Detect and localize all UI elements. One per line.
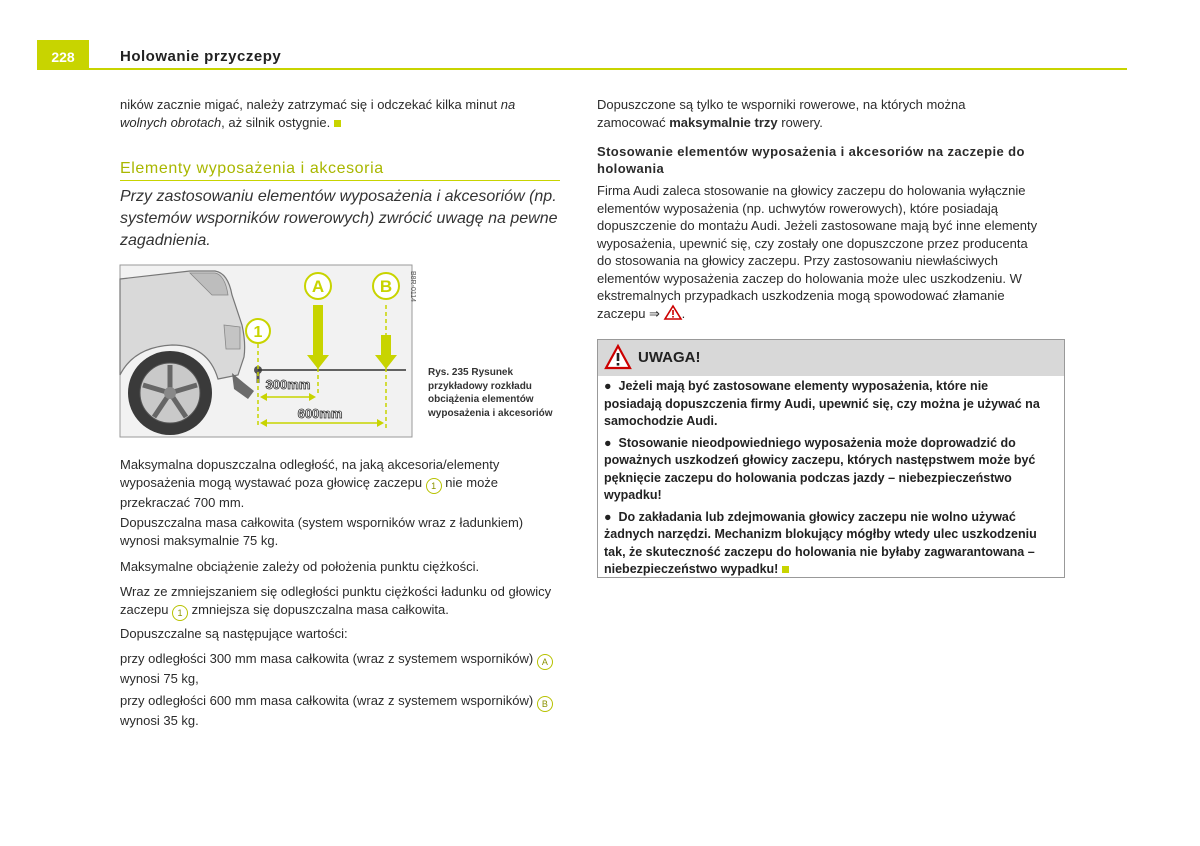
subsection-heading: Stosowanie elementów wyposażenia i akcesoriów na zaczepie do holowania [597,144,1025,176]
circle-b-icon: B [537,696,553,712]
label-b: B [379,277,393,296]
warning-title: UWAGA! [638,349,701,366]
paragraph-audi-recommendation: Firma Audi zaleca stosowanie na głowicy zaczepu do holowania wyłącznie elementów wyposażenia (np. uchwytów rowerowych), które posiadają dopuszczenie do montażu Audi. Jeżeli zastosowane mają być inne elementy wyposażenia, upewnić się, czy zostały one dopuszczone przez producenta do stosowania na głowicy zaczepu. Przy zastosowaniu niewłaściwych elementów wyposażenia zaczep do holowania może ulec uszkodzeniu. W ekstremalnych przypadkach uszkodzenia mogą spowodować złamanie zaczepu ⇒ . [597,183,1038,321]
paragraph-300mm: przy odległości 300 mm masa całkowita (wraz z systemem wsporników) A wynosi 75 kg, [120,650,560,688]
bullet-icon: ● [604,435,612,450]
warning-box [597,339,1065,578]
section-intro: Przy zastosowaniu elementów wyposażenia i akcesoriów (np. systemów wsporników rowerowych) zwrócić uwagę na pewne zagadnienia. [120,188,558,249]
bullet-icon: ● [604,379,612,393]
end-marker-icon [782,566,789,573]
section-rule [120,180,560,181]
continuation-paragraph: ników zacznie migać, należy zatrzymać się i odczekać kilka minut na wolnych obrotach, aż silnik ostygnie. [120,97,516,130]
warning-triangle-icon [604,344,632,370]
warning-item: ● Do zakładania lub zdejmowania głowicy zaczepu nie wolno używać żadnych narzędzi. Mechanizm blokujący mógłby wtedy ulec uszkodzeniu tak, że skuteczność zaczepu do holowania nie byłaby zagwarantowana – niebezpieczeństwo wypadku! [604,509,1037,576]
warning-header [598,340,1064,376]
paragraph-total-mass: Dopuszczalna masa całkowita (system wsporników wraz z ładunkiem) wynosi maksymalnie 75 kg. [120,515,524,548]
wheel-hub [164,387,176,399]
section-title: Elementy wyposażenia i akcesoria [120,160,384,177]
page-title: Holowanie przyczepy [120,48,282,65]
paragraph-center-of-gravity: Wraz ze zmniejszaniem się odległości punktu ciężkości ładunku od głowicy zaczepu 1 zmniejsza się dopuszczalna masa całkowita. [120,583,560,621]
paragraph-600mm: przy odległości 600 mm masa całkowita (wraz z systemem wsporników) B wynosi 35 kg. [120,692,560,730]
dim-600-label: 600mm [297,406,343,421]
circle-1-icon: 1 [426,478,442,494]
label-a: A [311,277,325,296]
warning-item: ● Jeżeli mają być zastosowane elementy wyposażenia, które nie posiadają dopuszczenia firmy Audi, upewnić się, czy można je używać na samochodzie Audi. [604,379,1040,428]
figure-code: B8R-0114 [409,271,416,303]
figure-caption: Rys. 235 Rysunek przykładowy rozkładu obciążenia elementów wyposażenia i akcesoriów [428,367,553,419]
tail-light [224,325,240,349]
arrow-b-shaft [381,335,391,357]
circle-1-icon: 1 [172,605,188,621]
page-number: 228 [37,40,89,70]
load-distribution-figure [120,265,416,437]
bullet-icon: ● [604,509,612,524]
warning-item: ● Stosowanie nieodpowiedniego wyposażenia może doprowadzić do poważnych uszkodzeń głowicy zaczepu, których następstwem może być pęknięcie zaczepu do holowania podczas jazdy – niebezpieczeństwo wypadku! [604,435,1036,502]
paragraph-bike-carriers: Dopuszczone są tylko te wsporniki rowerowe, na których można zamocować maksymalnie trzy rowery. [597,97,966,130]
arrow-a-shaft [313,305,323,357]
end-marker-icon [334,120,341,127]
warning-triangle-icon [664,305,682,320]
paragraph-max-load: Maksymalne obciążenie zależy od położenia punktu ciężkości. [120,559,480,574]
paragraph-max-distance: Maksymalna dopuszczalna odległość, na jaką akcesoria/elementy wyposażenia mogą wystawać poza głowicę zaczepu 1 nie może przekraczać 700 mm. [120,457,500,510]
paragraph-allowed-values: Dopuszczalne są następujące wartości: [120,626,348,641]
label-1: 1 [253,324,263,341]
dim-300-label: 300mm [265,377,311,392]
header-rule [37,68,1127,70]
warning-list [604,378,1040,579]
circle-a-icon: A [537,654,553,670]
